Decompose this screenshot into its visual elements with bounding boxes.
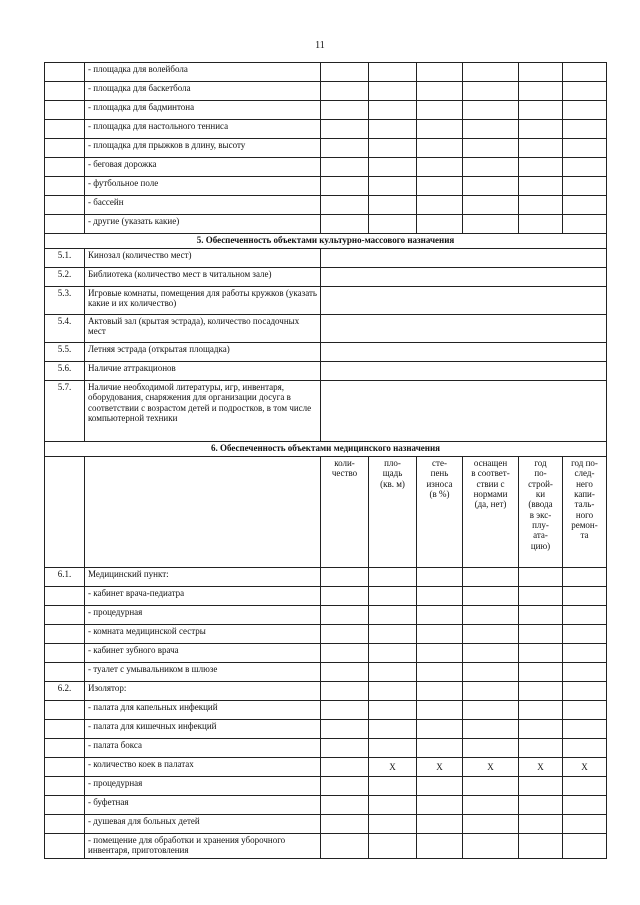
page-number: 11 xyxy=(315,40,325,51)
value-cell xyxy=(369,777,417,796)
row-number-cell xyxy=(45,177,85,196)
value-cell xyxy=(321,568,369,587)
row-number-cell xyxy=(45,158,85,177)
table-row xyxy=(45,158,607,177)
value-cell xyxy=(519,739,563,758)
value-cell xyxy=(563,834,607,859)
value-cell xyxy=(321,777,369,796)
value-cell xyxy=(463,196,519,215)
value-cell xyxy=(321,834,369,859)
row-number: 5.3. xyxy=(45,287,85,315)
value-cell xyxy=(519,82,563,101)
table-row xyxy=(45,101,607,120)
value-cell xyxy=(463,777,519,796)
table-row xyxy=(45,215,607,234)
row-label: - площадка для бадминтона xyxy=(85,101,321,120)
table-row xyxy=(45,568,607,587)
value-cell xyxy=(369,587,417,606)
value-cell xyxy=(417,215,463,234)
value-cell xyxy=(417,606,463,625)
row-label: - кабинет зубного врача xyxy=(85,644,321,663)
value-cell xyxy=(463,139,519,158)
row-number-cell xyxy=(45,120,85,139)
value-cell xyxy=(563,796,607,815)
value-cell xyxy=(463,834,519,859)
value-cell xyxy=(563,663,607,682)
row-number xyxy=(45,606,85,625)
value-cell xyxy=(463,568,519,587)
value-cell xyxy=(563,720,607,739)
table-row xyxy=(45,682,607,701)
value-cell xyxy=(321,343,607,362)
section-header-row xyxy=(45,234,607,249)
value-cell xyxy=(321,682,369,701)
value-cell xyxy=(369,720,417,739)
value-cell xyxy=(321,606,369,625)
value-cell xyxy=(369,644,417,663)
row-label: - туалет с умывальником в шлюзе xyxy=(85,663,321,682)
row-number: 6.2. xyxy=(45,682,85,701)
value-cell xyxy=(369,177,417,196)
value-cell xyxy=(417,644,463,663)
row-number: 5.1. xyxy=(45,249,85,268)
value-cell xyxy=(321,815,369,834)
column-header: год по- след- него капи- таль- ного ремон- та xyxy=(563,457,607,568)
column-header: год по- строй- ки (ввода в экс- плу- ата- цию) xyxy=(519,457,563,568)
section-header-row xyxy=(45,442,607,457)
value-cell xyxy=(519,568,563,587)
value-cell xyxy=(417,777,463,796)
value-cell xyxy=(519,777,563,796)
value-cell xyxy=(417,663,463,682)
row-number: 6.1. xyxy=(45,568,85,587)
value-cell xyxy=(321,177,369,196)
value-cell xyxy=(519,644,563,663)
table-row xyxy=(45,82,607,101)
value-cell xyxy=(563,682,607,701)
value-cell xyxy=(563,777,607,796)
row-number-cell xyxy=(45,139,85,158)
value-cell xyxy=(369,568,417,587)
value-cell xyxy=(563,158,607,177)
value-cell xyxy=(369,196,417,215)
value-cell xyxy=(519,606,563,625)
value-cell xyxy=(321,101,369,120)
table-row xyxy=(45,720,607,739)
column-header: пло- щадь (кв. м) xyxy=(369,457,417,568)
row-label: - буфетная xyxy=(85,796,321,815)
value-cell xyxy=(563,82,607,101)
row-label: - беговая дорожка xyxy=(85,158,321,177)
value-cell xyxy=(321,720,369,739)
value-cell xyxy=(417,625,463,644)
row-number xyxy=(45,720,85,739)
row-label: - палата бокса xyxy=(85,739,321,758)
value-cell xyxy=(463,215,519,234)
table-row xyxy=(45,177,607,196)
value-cell xyxy=(463,101,519,120)
value-cell xyxy=(463,606,519,625)
value-cell xyxy=(369,739,417,758)
value-cell xyxy=(563,63,607,82)
row-number-cell xyxy=(45,457,85,568)
row-number xyxy=(45,663,85,682)
row-label: - комната медицинской сестры xyxy=(85,625,321,644)
value-cell xyxy=(563,625,607,644)
value-cell xyxy=(369,701,417,720)
value-cell xyxy=(321,268,607,287)
value-cell xyxy=(321,287,607,315)
row-label: - процедурная xyxy=(85,606,321,625)
value-cell xyxy=(321,82,369,101)
table-row xyxy=(45,625,607,644)
row-number xyxy=(45,796,85,815)
table-row xyxy=(45,362,607,381)
table-row xyxy=(45,815,607,834)
value-cell xyxy=(519,196,563,215)
table-row xyxy=(45,739,607,758)
row-number xyxy=(45,625,85,644)
row-label: - площадка для волейбола xyxy=(85,63,321,82)
value-cell xyxy=(563,701,607,720)
value-cell xyxy=(321,249,607,268)
value-cell xyxy=(369,101,417,120)
value-cell xyxy=(563,120,607,139)
value-cell xyxy=(369,82,417,101)
value-cell xyxy=(417,120,463,139)
column-header: коли- чество xyxy=(321,457,369,568)
row-number: 5.6. xyxy=(45,362,85,381)
table-row xyxy=(45,701,607,720)
value-cell xyxy=(463,796,519,815)
value-cell xyxy=(321,644,369,663)
row-number: 5.4. xyxy=(45,315,85,343)
value-cell xyxy=(563,101,607,120)
value-cell xyxy=(463,625,519,644)
x-mark: X xyxy=(519,758,563,777)
table-row xyxy=(45,834,607,859)
value-cell xyxy=(463,739,519,758)
value-cell xyxy=(369,158,417,177)
value-cell xyxy=(563,568,607,587)
row-label: - палата для капельных инфекций xyxy=(85,701,321,720)
table-row xyxy=(45,63,607,82)
value-cell xyxy=(463,815,519,834)
value-cell xyxy=(463,720,519,739)
row-number: 5.2. xyxy=(45,268,85,287)
x-mark: X xyxy=(563,758,607,777)
row-label: Кинозал (количество мест) xyxy=(85,249,321,268)
value-cell xyxy=(563,739,607,758)
value-cell xyxy=(321,120,369,139)
value-cell xyxy=(417,101,463,120)
value-cell xyxy=(417,177,463,196)
value-cell xyxy=(519,215,563,234)
value-cell xyxy=(563,215,607,234)
value-cell xyxy=(321,158,369,177)
value-cell xyxy=(369,139,417,158)
value-cell xyxy=(463,682,519,701)
value-cell xyxy=(417,720,463,739)
table-row xyxy=(45,120,607,139)
value-cell xyxy=(321,196,369,215)
value-cell xyxy=(463,701,519,720)
row-label: - футбольное поле xyxy=(85,177,321,196)
row-label: - палата для кишечных инфекций xyxy=(85,720,321,739)
value-cell xyxy=(519,177,563,196)
column-header: оснащен в соответ- ствии с нормами (да, нет) xyxy=(463,457,519,568)
value-cell xyxy=(369,120,417,139)
value-cell xyxy=(519,701,563,720)
value-cell xyxy=(417,63,463,82)
row-number xyxy=(45,758,85,777)
row-label: Наличие необходимой литературы, игр, инвентаря, оборудования, снаряжения для организации досуга в соответствии с возрастом детей и подростков, в том числе компьютерной техники xyxy=(85,381,321,442)
row-number xyxy=(45,777,85,796)
value-cell xyxy=(563,587,607,606)
table-row xyxy=(45,249,607,268)
table-row xyxy=(45,343,607,362)
table-row xyxy=(45,587,607,606)
value-cell xyxy=(369,63,417,82)
x-mark: X xyxy=(463,758,519,777)
section-6-title: 6. Обеспеченность объектами медицинского назначения xyxy=(45,442,607,457)
x-mark: X xyxy=(417,758,463,777)
value-cell xyxy=(463,587,519,606)
value-cell xyxy=(519,63,563,82)
value-cell xyxy=(463,82,519,101)
column-header: сте- пень износа (в %) xyxy=(417,457,463,568)
row-label: - количество коек в палатах xyxy=(85,758,321,777)
table-row xyxy=(45,287,607,315)
row-label: - кабинет врача-педиатра xyxy=(85,587,321,606)
row-label: Изолятор: xyxy=(85,682,321,701)
value-cell xyxy=(463,644,519,663)
value-cell xyxy=(417,82,463,101)
value-cell xyxy=(417,568,463,587)
row-label: Медицинский пункт: xyxy=(85,568,321,587)
facilities-table xyxy=(44,62,607,859)
value-cell xyxy=(463,663,519,682)
value-cell xyxy=(417,815,463,834)
value-cell xyxy=(369,215,417,234)
value-cell xyxy=(369,625,417,644)
value-cell xyxy=(463,63,519,82)
value-cell xyxy=(417,158,463,177)
row-label: Библиотека (количество мест в читальном зале) xyxy=(85,268,321,287)
value-cell xyxy=(563,177,607,196)
value-cell xyxy=(519,815,563,834)
section-5-title: 5. Обеспеченность объектами культурно-массового назначения xyxy=(45,234,607,249)
table-row xyxy=(45,268,607,287)
row-label: - другие (указать какие) xyxy=(85,215,321,234)
row-label: - душевая для больных детей xyxy=(85,815,321,834)
value-cell xyxy=(463,177,519,196)
value-cell xyxy=(369,663,417,682)
value-cell xyxy=(369,834,417,859)
value-cell xyxy=(519,682,563,701)
value-cell xyxy=(321,701,369,720)
x-mark: X xyxy=(369,758,417,777)
row-label: Наличие аттракционов xyxy=(85,362,321,381)
value-cell xyxy=(369,815,417,834)
table-row xyxy=(45,644,607,663)
value-cell xyxy=(563,815,607,834)
value-cell xyxy=(519,101,563,120)
table-row xyxy=(45,196,607,215)
row-label: - помещение для обработки и хранения уборочного инвентаря, приготовления xyxy=(85,834,321,859)
value-cell xyxy=(321,663,369,682)
row-number-cell xyxy=(45,82,85,101)
table-row xyxy=(45,139,607,158)
value-cell xyxy=(417,701,463,720)
column-header-row xyxy=(45,457,607,568)
table-row xyxy=(45,663,607,682)
value-cell xyxy=(417,196,463,215)
value-cell xyxy=(519,120,563,139)
value-cell xyxy=(519,139,563,158)
value-cell xyxy=(563,139,607,158)
value-cell xyxy=(417,587,463,606)
table-row xyxy=(45,315,607,343)
row-number xyxy=(45,739,85,758)
row-label: Летняя эстрада (открытая площадка) xyxy=(85,343,321,362)
row-number-cell xyxy=(45,196,85,215)
table-row xyxy=(45,381,607,442)
row-label: Актовый зал (крытая эстрада), количество посадочных мест xyxy=(85,315,321,343)
value-cell xyxy=(519,720,563,739)
value-cell xyxy=(321,63,369,82)
row-number xyxy=(45,701,85,720)
value-cell xyxy=(417,834,463,859)
value-cell xyxy=(321,315,607,343)
value-cell xyxy=(417,139,463,158)
row-number xyxy=(45,587,85,606)
value-cell xyxy=(563,196,607,215)
row-number xyxy=(45,815,85,834)
row-number-cell xyxy=(45,215,85,234)
value-cell xyxy=(463,158,519,177)
value-cell xyxy=(417,739,463,758)
value-cell xyxy=(321,758,369,777)
row-number-cell xyxy=(45,63,85,82)
value-cell xyxy=(519,663,563,682)
value-cell xyxy=(519,796,563,815)
table-row xyxy=(45,606,607,625)
value-cell xyxy=(369,682,417,701)
row-label: - процедурная xyxy=(85,777,321,796)
value-cell xyxy=(417,682,463,701)
row-label: - бассейн xyxy=(85,196,321,215)
value-cell xyxy=(321,625,369,644)
value-cell xyxy=(417,796,463,815)
value-cell xyxy=(519,625,563,644)
value-cell xyxy=(563,644,607,663)
row-number-cell xyxy=(45,101,85,120)
table-row xyxy=(45,777,607,796)
row-label: - площадка для прыжков в длину, высоту xyxy=(85,139,321,158)
value-cell xyxy=(463,120,519,139)
row-number: 5.5. xyxy=(45,343,85,362)
value-cell xyxy=(369,796,417,815)
value-cell xyxy=(563,606,607,625)
value-cell xyxy=(321,215,369,234)
row-label: - площадка для настольного тенниса xyxy=(85,120,321,139)
row-number xyxy=(45,834,85,859)
row-number xyxy=(45,644,85,663)
value-cell xyxy=(519,158,563,177)
table-row xyxy=(45,758,607,777)
table-row xyxy=(45,796,607,815)
value-cell xyxy=(519,587,563,606)
value-cell xyxy=(321,587,369,606)
value-cell xyxy=(519,834,563,859)
row-label xyxy=(85,457,321,568)
value-cell xyxy=(369,606,417,625)
value-cell xyxy=(321,739,369,758)
value-cell xyxy=(321,796,369,815)
value-cell xyxy=(321,381,607,442)
value-cell xyxy=(321,139,369,158)
row-number: 5.7. xyxy=(45,381,85,442)
row-label: Игровые комнаты, помещения для работы кружков (указать какие и их количество) xyxy=(85,287,321,315)
row-label: - площадка для баскетбола xyxy=(85,82,321,101)
value-cell xyxy=(321,362,607,381)
